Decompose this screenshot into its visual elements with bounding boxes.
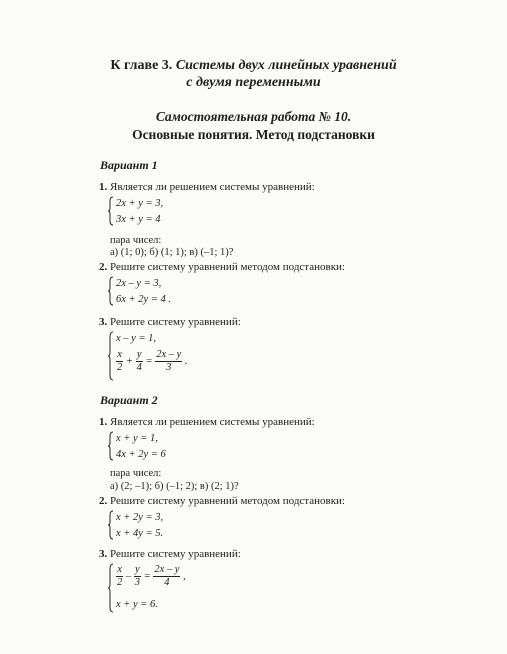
v2-task-3	[99, 548, 241, 561]
v2-task-1	[99, 416, 315, 429]
fraction: $\frac{y}{4}$	[136, 349, 142, 373]
work-subtitle: Основные понятия. Метод подстановки	[132, 127, 375, 142]
v1-task-1-text: Является ли решением системы уравнений:	[110, 181, 315, 193]
v1-task-1-number: 1.	[99, 181, 108, 193]
work-title: Самостоятельная работа № 10.	[155, 109, 352, 124]
chapter-heading	[0, 57, 507, 91]
v2-task-3-text: Решите систему уравнений:	[110, 548, 241, 560]
chapter-title-line-2: с двумя переменными	[186, 75, 321, 90]
v1-task-2-eq-2: 6x + 2y = 4 .	[116, 294, 171, 305]
v1-task-3-text: Решите систему уравнений:	[110, 316, 241, 328]
v1-task-2-number: 2.	[99, 261, 108, 273]
brace-icon	[108, 510, 114, 540]
v1-task-2-text: Решите систему уравнений методом подстановки:	[110, 261, 345, 273]
v2-task-2-text: Решите систему уравнений методом подстановки:	[110, 495, 345, 507]
chapter-title-line-1: Системы двух линейных уравнений	[175, 58, 397, 73]
v1-task-2-eq-1: 2x – y = 3,	[116, 278, 162, 289]
fraction: $\frac{2x - y}{3}$	[156, 349, 182, 373]
v1-task-1-eq-1: 2x + y = 3,	[116, 198, 164, 209]
v1-task-1	[99, 181, 315, 194]
v2-task-1-text: Является ли решением системы уравнений:	[110, 416, 315, 428]
v1-task-3	[99, 316, 241, 329]
v2-task-3-eq-2: x + y = 6.	[116, 599, 158, 610]
v2-task-2-eq-2: x + 4y = 5.	[116, 528, 164, 539]
v2-task-1-number: 1.	[99, 416, 108, 428]
v1-task-3-eq-2: $\frac{x}{2}$ + $\frac{y}{4}$ = $\frac{2x - y}{3}$ .	[117, 349, 188, 373]
v2-task-1-eq-1: x + y = 1,	[116, 433, 158, 444]
v2-task-2-eq-1: x + 2y = 3,	[116, 512, 164, 523]
v2-task-1-options: а) (2; –1); б) (–1; 2); в) (2; 1)?	[110, 481, 239, 492]
v2-task-1-pairs-label: пара чисел:	[110, 468, 162, 479]
v2-task-3-number: 3.	[99, 548, 108, 560]
variant-2-label: Вариант 2	[100, 393, 158, 407]
variant-1-label: Вариант 1	[100, 158, 158, 172]
fraction: $\frac{x}{2}$	[117, 564, 123, 588]
v2-task-3-eq-1: $\frac{x}{2}$ – $\frac{y}{3}$ = $\frac{2x - y}{4}$ ,	[117, 564, 186, 588]
v1-task-1-pairs-label: пара чисел:	[110, 235, 162, 246]
brace-icon	[108, 276, 114, 306]
brace-icon	[108, 431, 114, 461]
brace-icon	[108, 563, 114, 613]
v2-task-2	[99, 495, 345, 508]
v1-task-1-options: а) (1; 0); б) (1; 1); в) (–1; 1)?	[110, 247, 234, 258]
fraction: $\frac{x}{2}$	[117, 349, 123, 373]
v1-task-1-eq-2: 3x + y = 4	[116, 214, 161, 225]
v1-task-3-number: 3.	[99, 316, 108, 328]
brace-icon	[108, 196, 114, 226]
work-heading	[0, 109, 507, 143]
v1-task-3-eq-1: x – y = 1,	[116, 333, 157, 344]
fraction: $\frac{2x - y}{4}$	[154, 564, 180, 588]
chapter-prefix: К главе 3.	[110, 58, 173, 73]
brace-icon	[108, 331, 114, 381]
v2-task-1-eq-2: 4x + 2y = 6	[116, 449, 166, 460]
fraction: $\frac{y}{3}$	[134, 564, 140, 588]
v1-task-2	[99, 261, 345, 274]
v2-task-2-number: 2.	[99, 495, 108, 507]
